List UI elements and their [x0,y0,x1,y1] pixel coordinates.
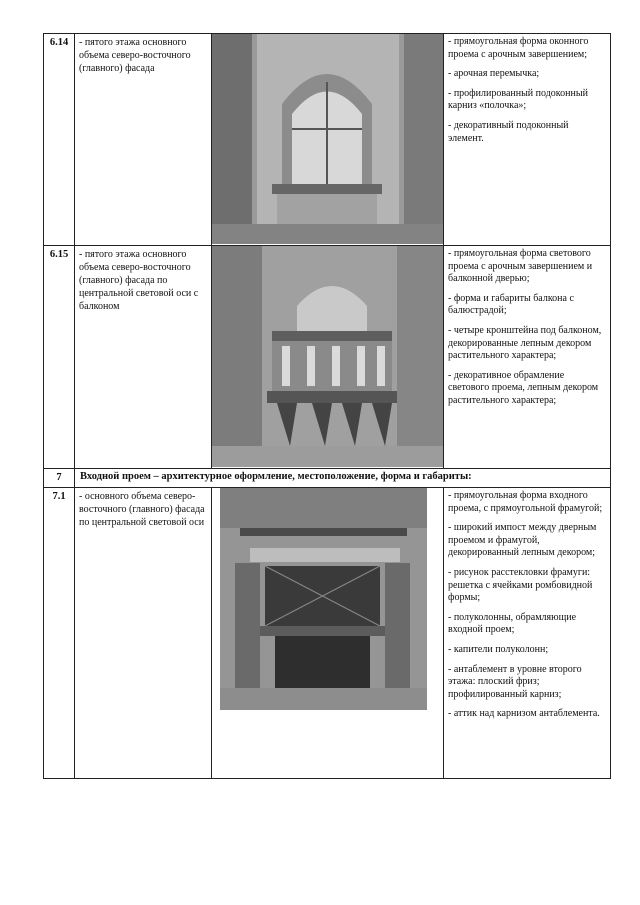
features-cell [444,34,610,245]
balcony-photo [212,246,443,467]
features-cell [444,488,610,778]
features-cell [444,246,610,468]
feature-item: - капители полуколонн; [448,643,549,655]
feature-item: - четыре кронштейна под балконом, декорированные лепным декором растительного характера; [448,324,602,362]
feature-item: - прямоугольная форма оконного проема с арочным завершением; [448,36,589,60]
feature-item: - профилированный подоконный карниз «полочка»; [448,87,588,112]
section-heading-row [44,468,610,487]
section-heading: Входной проем – архитектурное оформление, местоположение, форма и габариты: [80,471,472,482]
feature-item: - аттик над карнизом антаблемента. [448,708,600,720]
table-row [44,487,610,778]
location-cell: - пятого этажа основного объема северо-восточного (главного) фасада [75,34,212,245]
feature-item: - прямоугольная форма светового проема с арочным завершением и балконной дверью; [448,248,593,285]
entrance-photo [220,488,427,710]
feature-item: - широкий импост между дверным проемом и фрамугой, декорированный лепным декором; [448,522,597,559]
window-arch-photo [212,34,443,244]
feature-item: - рисунок расстекловки фрамуги: решетка с ячейками ромбовидной формы; [448,566,593,604]
photo-cell [212,246,444,468]
feature-item: - декоративный подоконный элемент. [448,119,569,144]
row-number: 7 [44,469,75,487]
photo-cell [212,488,444,778]
row-number: 6.15 [44,246,75,468]
feature-item: - декоративное обрамление светового проема, лепным декором растительного характера; [448,369,599,406]
feature-item: - полуколонны, обрамляющие входной проем; [448,611,577,636]
feature-item: - антаблемент в уровне второго этажа: плоский фриз; профилированный карниз; [448,663,582,700]
feature-item: - прямоугольная форма входного проема, с прямоугольной фрамугой; [448,490,603,514]
row-number: 6.14 [44,34,75,245]
feature-item: - форма и габариты балкона с балюстрадой; [448,292,574,317]
row-number: 7.1 [44,488,75,778]
table-row [44,245,610,468]
heritage-elements-table [43,33,611,779]
location-cell: - пятого этажа основного объема северо-восточного (главного) фасада по центральной световой оси с балконом [75,246,212,468]
table-row [44,34,610,245]
feature-item: - арочная перемычка; [448,68,540,80]
photo-cell [212,34,444,245]
location-cell: - основного объема северо-восточного (главного) фасада по центральной световой оси [75,488,212,778]
